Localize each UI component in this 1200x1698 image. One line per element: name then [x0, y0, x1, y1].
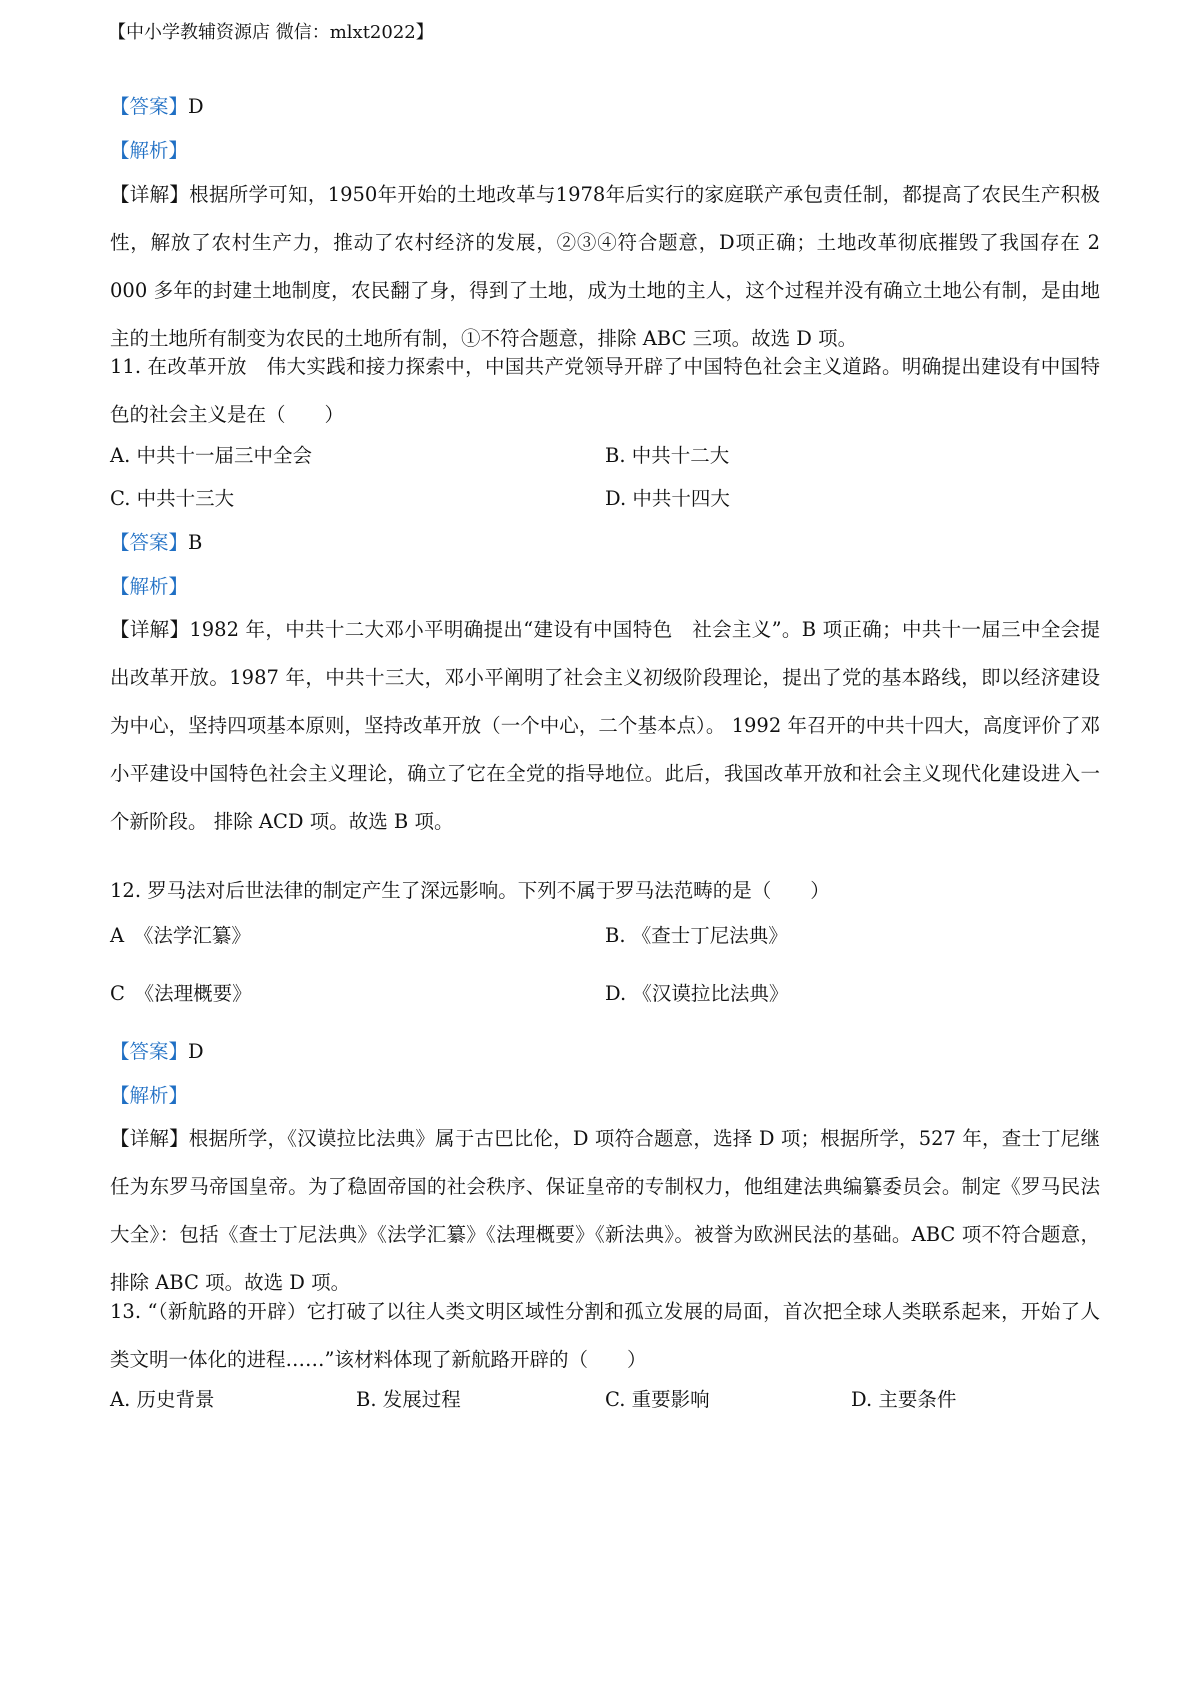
q11-answer-tag: 【答案】 — [110, 531, 189, 554]
q13-stem — [110, 1288, 1100, 1384]
q11-options-row-2 — [110, 475, 1100, 523]
q11-option-c: C. 中共十三大 — [110, 487, 235, 510]
q11-stem-text: 11. 在改革开放 伟大实践和接力探索中，中国共产党领导开辟了中国特色社会主义道路。明确提出建设有中国特色的社会主义是在（ ） — [110, 355, 1100, 426]
q13-stem-text: 13. “（新航路的开辟）它打破了以往人类文明区域性分割和孤立发展的局面，首次把全球人类联系起来，开始了人类文明一体化的进程……”该材料体现了新航路开辟的（ ） — [110, 1300, 1100, 1371]
q12-detail-tag: 【详解】 — [110, 1127, 189, 1150]
q10-answer-line — [110, 83, 1100, 131]
q12-detail-text: 根据所学，《汉谟拉比法典》属于古巴比伦，D 项符合题意，选择 D 项；根据所学，527 年，查士丁尼继任为东罗马帝国皇帝。为了稳固帝国的社会秩序、保证皇帝的专制权力，他组建法典编纂委员会。制定《罗马民法大全》：包括《查士丁尼法典》《法学汇纂》《法理概要》《新法典》。被誉为欧洲民法的基础。ABC 项不符合题意，排除 ABC 项。故选 D 项。 — [110, 1127, 1100, 1294]
q11-options-row-1 — [110, 432, 1100, 480]
q11-detail — [110, 606, 1100, 846]
q10-answer: D — [188, 95, 204, 118]
q10-answer-tag: 【答案】 — [110, 95, 189, 118]
q10-detail-tag: 【详解】 — [110, 183, 190, 206]
q12-analysis-label: 【解析】 — [110, 1084, 189, 1107]
q13-options-row — [110, 1376, 1100, 1424]
q13-option-a: A. 历史背景 — [110, 1388, 215, 1411]
q10-detail — [110, 171, 1100, 363]
q13-option-c: C. 重要影响 — [605, 1388, 710, 1411]
q12-detail — [110, 1115, 1100, 1307]
q12-answer-line — [110, 1028, 1100, 1076]
q10-analysis-tag — [110, 127, 1100, 175]
q13-option-d: D. 主要条件 — [851, 1388, 957, 1411]
q11-option-a: A. 中共十一届三中全会 — [110, 444, 312, 467]
q12-options-row-1 — [110, 912, 1100, 960]
q12-analysis-tag — [110, 1072, 1100, 1120]
q12-answer-tag: 【答案】 — [110, 1040, 189, 1063]
q11-stem — [110, 343, 1100, 439]
q10-analysis-label: 【解析】 — [110, 139, 189, 162]
q12-stem — [110, 867, 1100, 915]
q11-analysis-tag — [110, 563, 1100, 611]
q12-stem-text: 12. 罗马法对后世法律的制定产生了深远影响。下列不属于罗马法范畴的是（ ） — [110, 879, 830, 902]
q11-analysis-label: 【解析】 — [110, 575, 189, 598]
q11-answer-line — [110, 519, 1100, 567]
q11-detail-tag: 【详解】 — [110, 618, 190, 641]
q12-option-d: D. 《汉谟拉比法典》 — [605, 982, 789, 1005]
q12-option-c: C 《法理概要》 — [110, 982, 252, 1005]
q11-option-d: D. 中共十四大 — [605, 487, 730, 510]
q13-option-b: B. 发展过程 — [356, 1388, 461, 1411]
watermark: 【中小学教辅资源店 微信：mlxt2022】 — [108, 22, 434, 43]
q12-option-a: A 《法学汇纂》 — [110, 924, 251, 947]
q12-answer: D — [188, 1040, 204, 1063]
q10-detail-text: 根据所学可知，1950年开始的土地改革与1978年后实行的家庭联产承包责任制，都提高了农民生产积极性，解放了农村生产力，推动了农村经济的发展，②③④符合题意，D项正确；土地改革彻底摧毁了我国存在 2 000 多年的封建土地制度，农民翻了身，得到了土地，成为土地的主人，这个过程并没有确立土地公有制，是由地主的土地所有制变为农民的土地所有制，①不符合题意，排除 ABC 三项。故选 D 项。 — [110, 183, 1100, 350]
q11-option-b: B. 中共十二大 — [605, 444, 730, 467]
q12-option-b: B. 《查士丁尼法典》 — [605, 924, 788, 947]
q11-answer: B — [188, 531, 203, 554]
q11-detail-text: 1982 年，中共十二大邓小平明确提出“建设有中国特色 社会主义”。B 项正确；中共十一届三中全会提出改革开放。1987 年，中共十三大，邓小平阐明了社会主义初级阶段理论，提出了党的基本路线，即以经济建设为中心，坚持四项基本原则，坚持改革开放（一个中心，二个基本点）。 1992 年召开的中共十四大，高度评价了邓小平建设中国特色社会主义理论，确立了它在全党的指导地位。此后，我国改革开放和社会主义现代化建设进入一个新阶段。 排除 ACD 项。故选 B 项。 — [110, 618, 1100, 833]
q12-options-row-2 — [110, 970, 1100, 1018]
